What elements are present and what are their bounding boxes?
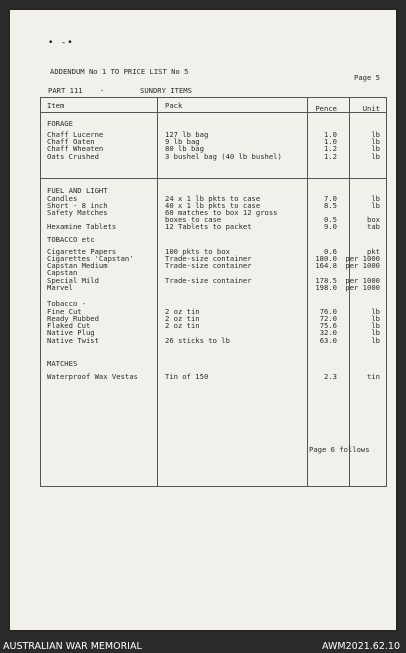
footer-credit: AUSTRALIAN WAR MEMORIAL: [3, 641, 142, 652]
pence-cell: 2.3: [324, 372, 337, 381]
item-cell: Hexamine Tablets: [47, 222, 117, 231]
pence-cell: 198.0: [315, 283, 337, 292]
pack-cell: 40 x 1 lb pkts to case: [165, 201, 261, 210]
pack-cell: 24 x 1 lb pkts to case: [165, 194, 261, 203]
pence-cell: 164.8: [315, 261, 337, 270]
pence-cell: 8.5: [324, 201, 337, 210]
pence-cell: 0.5: [324, 215, 337, 224]
unit-cell: lb: [371, 152, 380, 161]
item-cell: Capstan Medium: [47, 261, 108, 270]
item-cell: Ready Rubbed: [47, 314, 99, 323]
document-title: ADDENDUM No 1 TO PRICE LIST No 5: [50, 67, 189, 76]
item-cell: Native Twist: [47, 336, 99, 345]
item-cell: Flaked Cut: [47, 321, 91, 330]
pack-cell: 80 lb bag: [165, 144, 204, 153]
item-cell: Short - 8 inch: [47, 201, 108, 210]
footer-accession: AWM2021.62.10: [322, 641, 400, 652]
unit-cell: lb: [371, 137, 380, 146]
pence-cell: 1.2: [324, 144, 337, 153]
pence-cell: 1.0: [324, 130, 337, 139]
unit-cell: lb: [371, 307, 380, 316]
pack-cell: boxes to case: [165, 215, 222, 224]
unit-cell: per 1000: [345, 261, 380, 270]
pack-cell: Trade-size container: [165, 261, 252, 270]
pack-cell: Trade-size container: [165, 276, 252, 285]
header-unit: Unit: [362, 104, 380, 113]
unit-cell: lb: [371, 130, 380, 139]
pence-cell: 1.0: [324, 137, 337, 146]
unit-cell: per 1000: [345, 254, 380, 263]
pence-cell: 63.0: [319, 336, 337, 345]
unit-cell: tin: [367, 372, 380, 381]
document-page: [10, 10, 396, 630]
pack-cell: 2 oz tin: [165, 321, 200, 330]
header-pence: Pence: [315, 104, 337, 113]
item-cell: Native Plug: [47, 328, 95, 337]
item-cell: TOBACCO etc: [47, 235, 95, 244]
item-cell: Oats Crushed: [47, 152, 99, 161]
part-label: PART 111 -: [48, 86, 105, 95]
pence-cell: 72.0: [319, 314, 337, 323]
item-cell: FORAGE: [47, 119, 73, 128]
pence-cell: 76.0: [319, 307, 337, 316]
unit-cell: pkt: [367, 247, 380, 256]
column-divider: [307, 98, 308, 486]
column-divider: [349, 98, 350, 486]
unit-cell: lb: [371, 328, 380, 337]
handwritten-mark: • -•: [48, 38, 74, 48]
item-cell: Chaff Wheaten: [47, 144, 104, 153]
pack-cell: 9 lb bag: [165, 137, 200, 146]
unit-cell: lb: [371, 321, 380, 330]
unit-cell: lb: [371, 144, 380, 153]
item-cell: FUEL AND LIGHT: [47, 186, 108, 195]
pack-cell: 2 oz tin: [165, 314, 200, 323]
item-cell: Chaff Oaten: [47, 137, 95, 146]
pence-cell: 7.0: [324, 194, 337, 203]
header-pack: Pack: [165, 101, 183, 110]
pack-cell: 26 sticks to lb: [165, 336, 230, 345]
item-cell: Cigarette Papers: [47, 247, 117, 256]
item-cell: MATCHES: [47, 359, 78, 368]
unit-cell: box: [367, 215, 380, 224]
pack-cell: 3 bushel bag (40 lb bushel): [165, 152, 282, 161]
item-cell: Fine Cut: [47, 307, 82, 316]
item-cell: Waterproof Wax Vestas: [47, 372, 138, 381]
pence-cell: 178.5: [315, 276, 337, 285]
section-divider: [41, 178, 386, 179]
item-cell: Special Mild: [47, 276, 99, 285]
pence-cell: 180.0: [315, 254, 337, 263]
item-cell: Chaff Lucerne: [47, 130, 104, 139]
unit-cell: lb: [371, 336, 380, 345]
pack-cell: 127 lb bag: [165, 130, 209, 139]
pence-cell: 32.0: [319, 328, 337, 337]
unit-cell: lb: [371, 201, 380, 210]
pack-cell: 2 oz tin: [165, 307, 200, 316]
unit-cell: per 1000: [345, 276, 380, 285]
footer-bar: [0, 638, 406, 653]
price-table: [40, 97, 387, 487]
item-cell: Cigarettes 'Capstan': [47, 254, 134, 263]
pack-cell: 12 Tablets to packet: [165, 222, 252, 231]
pack-cell: Trade-size container: [165, 254, 252, 263]
item-cell: Tobacco -: [47, 299, 86, 308]
item-cell: Capstan: [47, 268, 78, 277]
item-cell: Candles: [47, 194, 78, 203]
pence-cell: 75.6: [319, 321, 337, 330]
unit-cell: per 1000: [345, 283, 380, 292]
pack-cell: 60 matches to box 12 gross: [165, 208, 278, 217]
pack-cell: Tin of 150: [165, 372, 209, 381]
page-number: Page 5: [354, 73, 380, 82]
pence-cell: 1.2: [324, 152, 337, 161]
item-cell: Marvel: [47, 283, 73, 292]
continuation-note: Page 6 follows: [309, 445, 370, 454]
column-divider: [157, 98, 158, 486]
pence-cell: 9.0: [324, 222, 337, 231]
unit-cell: lb: [371, 314, 380, 323]
pack-cell: 100 pkts to box: [165, 247, 230, 256]
header-item: Item: [47, 101, 65, 110]
unit-cell: lb: [371, 194, 380, 203]
part-title: SUNDRY ITEMS: [140, 86, 192, 95]
pence-cell: 0.6: [324, 247, 337, 256]
unit-cell: tab: [367, 222, 380, 231]
item-cell: Safety Matches: [47, 208, 108, 217]
